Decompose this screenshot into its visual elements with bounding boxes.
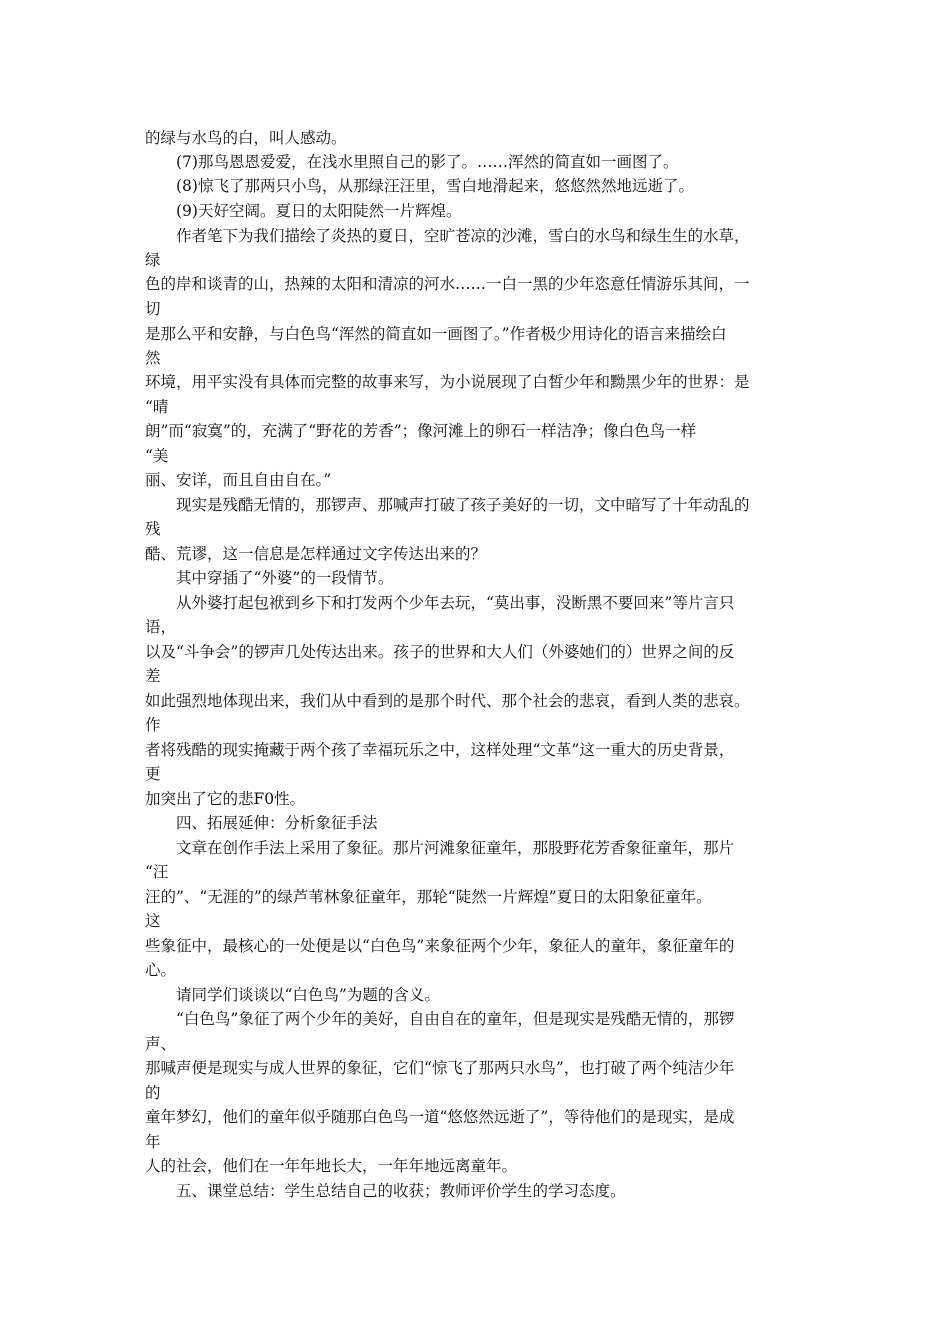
section-heading: 五、课堂总结：学生总结自己的收获；教师评价学生的学习态度。 (176, 1182, 626, 1200)
text-line: 然 (145, 349, 161, 367)
text-line: “白色鸟”象征了两个少年的美好，自由自在的童年，但是现实是残酷无情的，那锣 (176, 1010, 735, 1028)
text-line: 作者笔下为我们描绘了炎热的夏日，空旷苍凉的沙滩，雪白的水鸟和绿生生的水草， (176, 227, 750, 245)
text-line: 那喊声便是现实与成人世界的象征，它们“惊飞了那两只水鸟”，也打破了两个纯洁少年 (145, 1059, 735, 1077)
text-line: 些象征中，最核心的一处便是以“白色鸟”来象征两个少年，象征人的童年，象征童年的 (145, 937, 735, 955)
text-line: (7)那鸟恩恩爱爱，在浅水里照自己的影了。……浑然的简直如一画图了。 (176, 153, 679, 171)
text-line: 的绿与水鸟的白，叫人感动。 (145, 129, 347, 147)
text-line: (9)天好空阔。夏日的太阳陡然一片辉煌。 (176, 202, 462, 220)
text-line: 是那么平和安静，与白色鸟“浑然的简直如一画图了。”作者极少用诗化的语言来描绘白 (145, 325, 727, 343)
text-line: 的 (145, 1084, 161, 1102)
text-line: 者将残酷的现实掩藏于两个孩了幸福玩乐之中，这样处理“文革”这一重大的历史背景， (145, 741, 735, 759)
text-line: 心。 (145, 961, 177, 979)
text-line: 请同学们谈谈以“白色鸟”为题的含义。 (176, 986, 440, 1004)
text-line: 加突出了它的悲F0性。 (145, 790, 306, 808)
text-line: 朗”而“寂寞”的，充满了“野花的芳香”；像河滩上的卵石一样洁净；像白色鸟一样 (145, 422, 697, 440)
text-line: 环境，用平实没有具体而完整的故事来写，为小说展现了白皙少年和黝黑少年的世界：是 (145, 373, 750, 391)
text-line: 汪的”、“无涯的”的绿芦苇林象征童年，那轮“陡然一片辉煌”夏日的太阳象征童年。 (145, 888, 712, 906)
text-line: 绿 (145, 251, 161, 269)
text-line: 人的社会，他们在一年年地长大，一年年地远离童年。 (145, 1157, 518, 1175)
text-line: 如此强烈地体现出来，我们从中看到的是那个时代、那个社会的悲哀，看到人类的悲哀。 (145, 692, 750, 710)
text-line: 这 (145, 912, 161, 930)
text-line: 差 (145, 667, 161, 685)
text-line: 残 (145, 520, 161, 538)
section-heading: 四、拓展延伸：分析象征手法 (176, 814, 378, 832)
text-line: 声、 (145, 1035, 177, 1053)
text-line: (8)惊飞了那两只小鸟，从那绿汪汪里，雪白地滑起来，悠悠然然地远逝了。 (176, 177, 694, 195)
text-line: 文章在创作手法上采用了象征。那片河滩象征童年，那股野花芳香象征童年，那片 (176, 839, 735, 857)
text-line: 切 (145, 300, 161, 318)
text-line: “美 (145, 447, 169, 465)
text-line: “汪 (145, 863, 169, 881)
text-line: 以及“斗争会”的锣声几处传达出来。孩子的世界和大人们（外婆她们的）世界之间的反 (145, 643, 735, 661)
text-line: 童年梦幻，他们的童年似乎随那白色鸟一道“悠悠然远逝了”，等待他们的是现实，是成 (145, 1108, 735, 1126)
text-line: 色的岸和谈青的山，热辣的太阳和清凉的河水……一白一黑的少年恣意任情游乐其间，一 (145, 275, 750, 293)
text-line: “晴 (145, 398, 169, 416)
text-line: 其中穿插了“外婆”的一段情节。 (176, 569, 394, 587)
text-line: 更 (145, 765, 161, 783)
text-line: 现实是残酷无情的，那锣声、那喊声打破了孩子美好的一切，文中暗写了十年动乱的 (176, 496, 750, 514)
text-line: 丽、安详，而且自由自在。” (145, 471, 332, 489)
text-line: 酷、荒谬，这一信息是怎样通过文字传达出来的？ (145, 545, 487, 563)
text-line: 年 (145, 1133, 161, 1151)
text-line: 作 (145, 716, 161, 734)
text-line: 语， (145, 618, 177, 636)
text-line: 从外婆打起包袱到乡下和打发两个少年去玩，“莫出事，没断黑不要回来”等片言只 (176, 594, 735, 612)
